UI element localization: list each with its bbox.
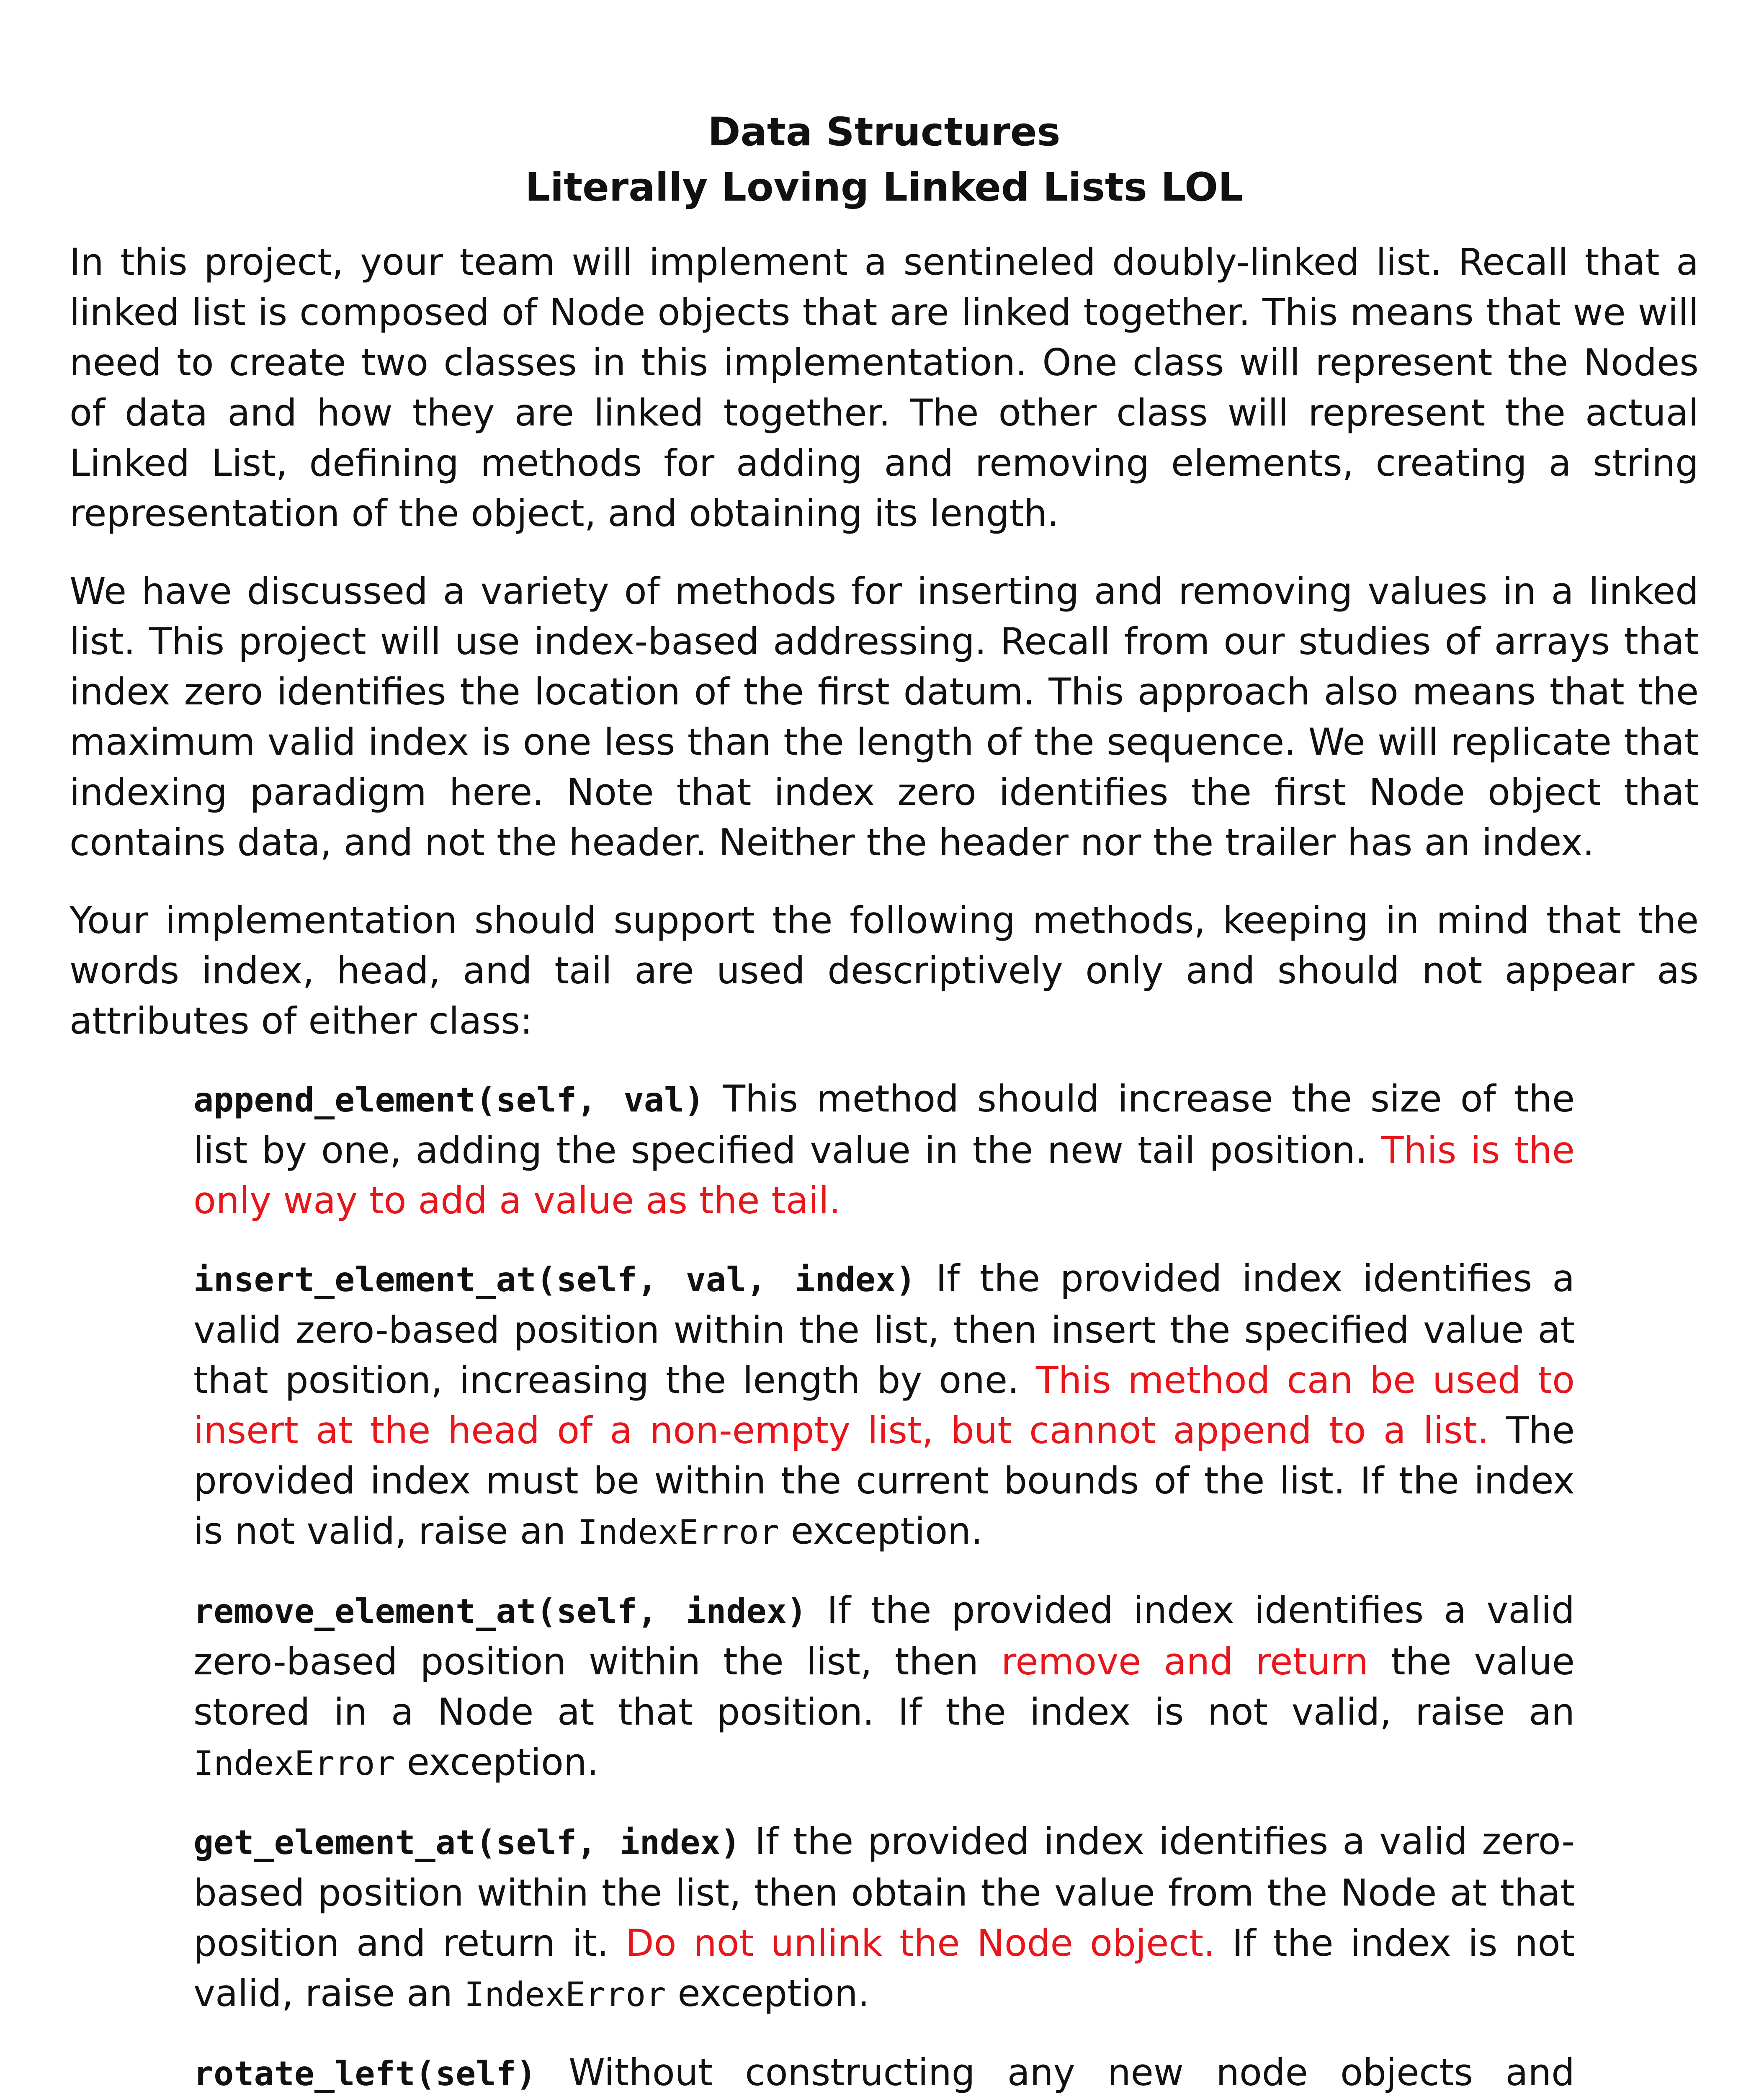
method-signature: insert_element_at(self, val, index) <box>193 1260 916 1299</box>
method-description-end: exception. <box>666 1972 870 2015</box>
exception-name: IndexError <box>464 1975 666 2014</box>
method-description: If the provided index identifies a valid zero-based position within the list, then <box>193 1589 1575 1683</box>
method-description: This method should increase the size of the list by one, adding the specified value in the new tail position. <box>193 1077 1575 1172</box>
project-title: Literally Loving Linked Lists LOL <box>525 165 1243 210</box>
method-description-continued: The provided index must be within the current bounds of the list. If the index is not valid, raise an <box>193 1409 1575 1552</box>
intro-paragraph-2: We have discussed a variety of methods for inserting and removing values in a linked list. This project will use index-based addressing. Recall from our studies of arrays that index zero identifies the location of the first datum. This approach also means that the maximum valid index is one less than the length of the sequence. We will replicate that indexing paradigm here. Note that index zero identifies the first Node object that contains data, and not the header. Neither the header nor the trailer has an index. <box>70 570 1699 864</box>
method-remove-element-at <box>193 1585 1575 1789</box>
exception-name: IndexError <box>577 1513 779 1552</box>
method-append-element <box>193 1074 1575 1226</box>
method-note-red: This method can be used to insert at the head of a non-empty list, but cannot append to a list. <box>193 1359 1575 1452</box>
method-description-end: exception. <box>395 1741 599 1784</box>
method-description: If the provided index identifies a valid zero-based position within the list, then insert the specified value at that position, increasing the length by one. <box>193 1257 1575 1402</box>
method-note-red: This is the only way to add a value as the tail. <box>193 1129 1575 1222</box>
course-title: Data Structures <box>708 109 1061 155</box>
method-description: Without constructing any new node objects and <box>569 2051 1575 2094</box>
method-signature: remove_element_at(self, index) <box>193 1592 807 1631</box>
page-title <box>70 105 1699 215</box>
method-description-continued: the value stored in a Node at that position. If the index is not valid, raise an <box>193 1640 1575 1733</box>
method-signature: get_element_at(self, index) <box>193 1823 741 1862</box>
method-description-continued: If the index is not valid, raise an <box>193 1921 1575 2015</box>
method-signature: append_element(self, val) <box>193 1081 705 1119</box>
intro-paragraph-3: Your implementation should support the following methods, keeping in mind that the words index, head, and tail are used descriptively only and should not appear as attributes of either class: <box>70 899 1699 1042</box>
intro-paragraph-1: In this project, your team will implement a sentineled doubly-linked list. Recall that a linked list is composed of Node objects that are linked together. This means that we will need to create two classes in this implementation. One class will represent the Nodes of data and how they are linked together. The other class will represent the actual Linked List, defining methods for adding and removing elements, creating a string representation of the object, and obtaining its length. <box>70 240 1699 535</box>
method-note-red: Do not unlink the Node object. <box>625 1921 1215 1965</box>
method-signature: rotate_left(self) <box>193 2054 536 2093</box>
exception-name: IndexError <box>193 1744 395 1783</box>
method-description-end: exception. <box>779 1509 983 1552</box>
method-description: If the provided index identifies a valid zero-based position within the list, then obtain the value from the Node at that position and return it. <box>193 1820 1575 1965</box>
method-note-red: remove and return <box>1001 1640 1369 1683</box>
method-get-element-at <box>193 1816 1575 2020</box>
method-rotate-left <box>193 2048 1575 2094</box>
method-insert-element-at <box>193 1253 1575 1558</box>
